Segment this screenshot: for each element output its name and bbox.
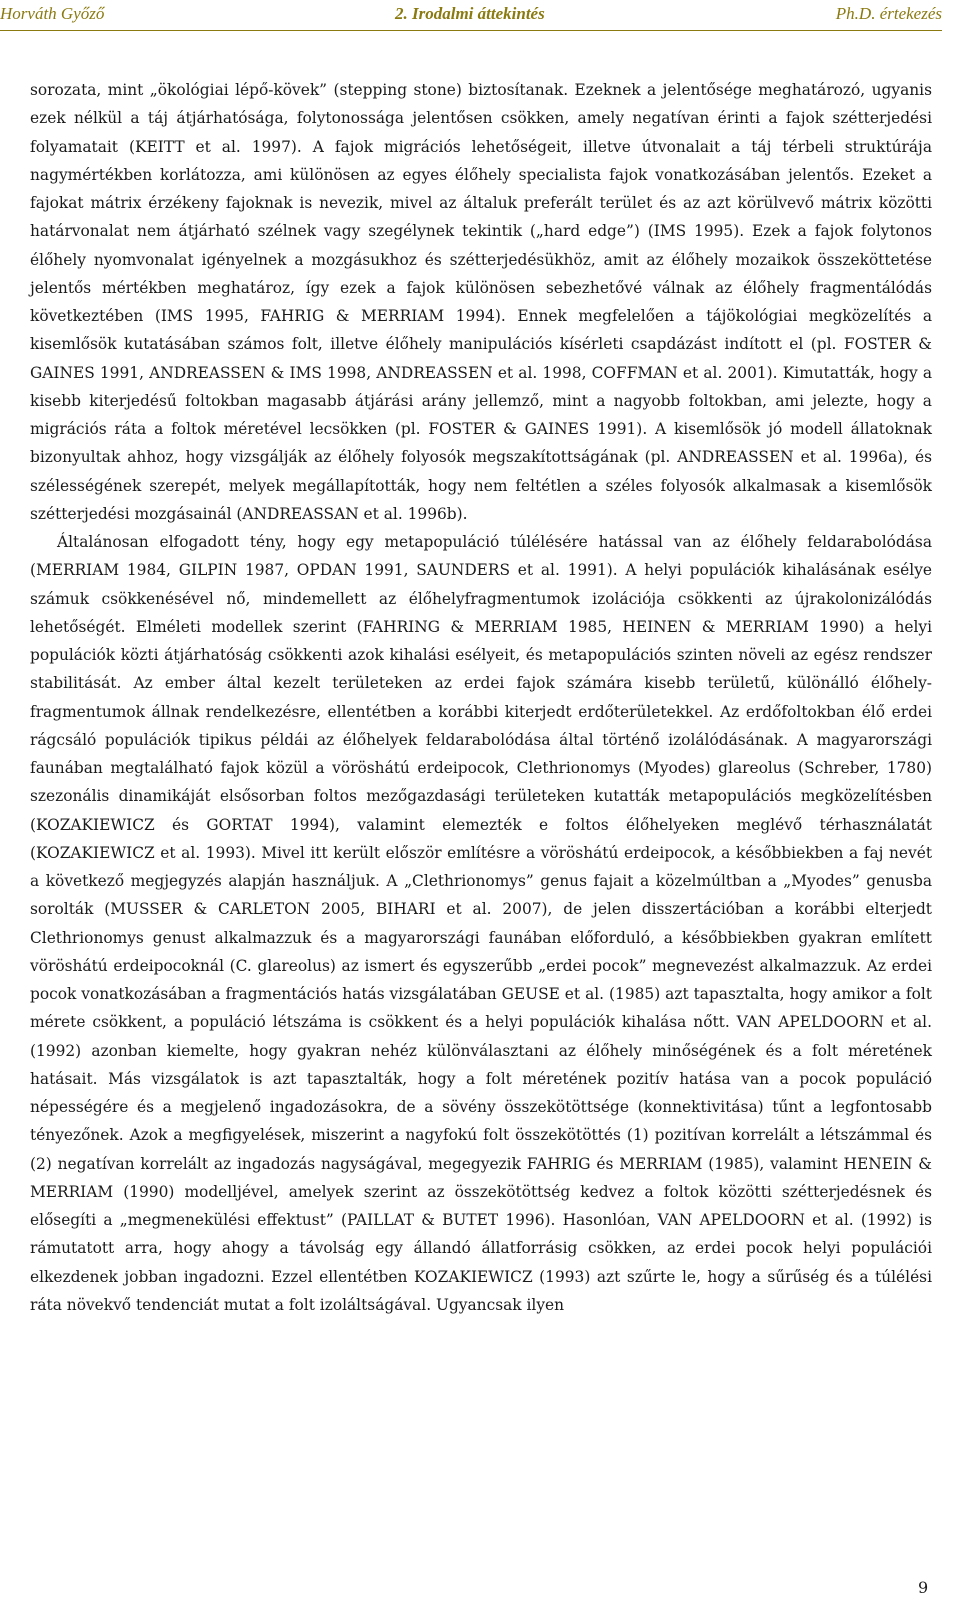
paragraph-metapopulation: Általánosan elfogadott tény, hogy egy metapopuláció túlélésére hatással van az élőhely feldarabolódása (MERRIAM 1984, GILPIN 1987, OPDAN 1991, SAUNDERS et al. 1991). A helyi populációk kihalásának esélye számuk csökkenésével nő, mindemellett az élőhelyfragmentumok izolációja csökkenti az újrakolonizálódás lehetőségét. Elméleti modellek szerint (FAHRING & MERRIAM 1985, HEINEN & MERRIAM 1990) a helyi populációk közti átjárhatóság csökkenti azok kihalási esélyeit, és metapopulációs szinten növeli az egész rendszer stabilitását. Az ember által kezelt területeken az erdei fajok számára kisebb területű, különálló élőhely-fragmentumok állnak rendelkezésre, ellentétben a korábbi kiterjedt erdőterületekkel. Az erdőfoltokban élő erdei rágcsáló populációk tipikus példái az élőhelyek feldarabolódása által történő izolálódásának. A magyarországi faunában megtalálható fajok közül a vöröshátú erdeipocok, Clethrionomys (Myodes) glareolus (Schreber, 1780) szezonális dinamikáját elsősorban foltos mezőgazdasági területeken kutatták metapopulációs megközelítésben (KOZAKIEWICZ és GORTAT 1994), valamint elemezték e foltos élőhelyeken meglévő térhasználatát (KOZAKIEWICZ et al. 1993). Mivel itt került először említésre a vöröshátú erdeipocok, a későbbiekben a faj nevét a következő megjegyzés alapján használjuk. A „Clethrionomys” genus fajait a közelmúltban a „Myodes” genusba sorolták (MUSSER & CARLETON 2005, BIHARI et al. 2007), de jelen disszertációban a korábbi elterjedt Clethrionomys genust alkalmazzuk és a magyarországi faunában előforduló, a későbbiekben gyakran említett vöröshátú erdeipocoknál (C. glareolus) az ismert és egyszerűbb „erdei pocok” megnevezést alkalmazzuk. Az erdei pocok vonatkozásában a fragmentációs hatás vizsgálatában GEUSE et al. (1985) azt tapasztalta, hogy amikor a folt mérete csökkent, a populáció létszáma is csökkent és a helyi populációk kihalása nőtt. VAN APELDOORN et al. (1992) azonban kiemelte, hogy gyakran nehéz különválasztani az élőhely minőségének és a folt méretének hatásait. Más vizsgálatok is azt tapasztalták, hogy a folt méretének pozitív hatása van a pocok populáció népességére és a megjelenő ingadozásokra, de a sövény összekötöttsége (konnektivitása) tűnt a legfontosabb tényezőnek. Azok a megfigyelések, miszerint a nagyfokú folt összekötöttés (1) pozitívan korrelált a létszámmal és (2) negatívan korrelált az ingadozás nagyságával, megegyezik FAHRIG és MERRIAM (1985), valamint HENEIN & MERRIAM (1990) modelljével, amelyek szerint az összekötöttség kedvez a foltok közötti szétterjedésnek és elősegíti a „megmenekülési effektust” (PAILLAT & BUTET 1996). Hasonlóan, VAN APELDOORN et al. (1992) is rámutatott arra, hogy ahogy a távolság egy állandó állatforrásig csökken, az erdei pocok helyi populációi elkezdenek jobban ingadozni. Ezzel ellentétben KOZAKIEWICZ (1993) azt szűrte le, hogy a sűrűség és a túlélési ráta növekvő tendenciát mutat a folt izoláltságával. Ugyancsak ilyen: [30, 533, 932, 1314]
header-document-type: Ph.D. értekezés: [835, 4, 942, 23]
paragraph-continuation: sorozata, mint „ökológiai lépő-kövek” (stepping stone) biztosítanak. Ezeknek a jelentősége meghatározó, ugyanis ezek nélkül a táj átjárhatósága, folytonossága jelentősen csökken, amely negatívan érinti a fajok szétterjedési folyamatait (KEITT et al. 1997). A fajok migrációs lehetőségeit, illetve útvonalait a táj térbeli struktúrája nagymértékben korlátozza, ami különösen az egyes élőhely specialista fajok vonatkozásában jelentős. Ezeket a fajokat mátrix érzékeny fajoknak is nevezik, mivel az általuk preferált terület és az azt körülvevő mátrix közötti határvonalat nem átjárható szélnek vagy szegélynek tekintik („hard edge”) (IMS 1995). Ezek a fajok folytonos élőhely nyomvonalat igényelnek a mozgásukhoz és szétterjedésükhöz, amit az élőhely mozaikok összeköttetése jelentős mértékben meghatároz, így ezek a fajok különösen sebezhetővé válnak az élőhely fragmentálódás következtében (IMS 1995, FAHRIG & MERRIAM 1994). Ennek megfelelően a tájökológiai megközelítés a kisemlősök kutatásában számos folt, illetve élőhely manipulációs kísérleti csapdázást indított el (pl. FOSTER & GAINES 1991, ANDREASSEN & IMS 1998, ANDREASSEN et al. 1998, COFFMAN et al. 2001). Kimutatták, hogy a kisebb kiterjedésű foltokban magasabb átjárási arány jellemző, mint a nagyobb foltokban, ami jelezte, hogy a migrációs ráta a foltok méretével lecsökken (pl. FOSTER & GAINES 1991). A kisemlősök jó modell állatoknak bizonyultak ahhoz, hogy vizsgálják az élőhely folyosók megszakítottságának (pl. ANDREASSEN et al. 1996a), és szélességének szerepét, melyek megállapították, hogy nem feltétlen a széles folyosók alkalmasak a kisemlősök szétterjedési mozgásainál (ANDREASSAN et al. 1996b).: [30, 81, 932, 523]
page-number: 9: [918, 1578, 929, 1597]
running-header: [0, 0, 960, 36]
body-text: [30, 76, 932, 1319]
header-author: Horváth Győző: [0, 4, 105, 23]
header-rule: [0, 30, 942, 31]
header-section-title: 2. Irodalmi áttekintés: [395, 4, 545, 23]
